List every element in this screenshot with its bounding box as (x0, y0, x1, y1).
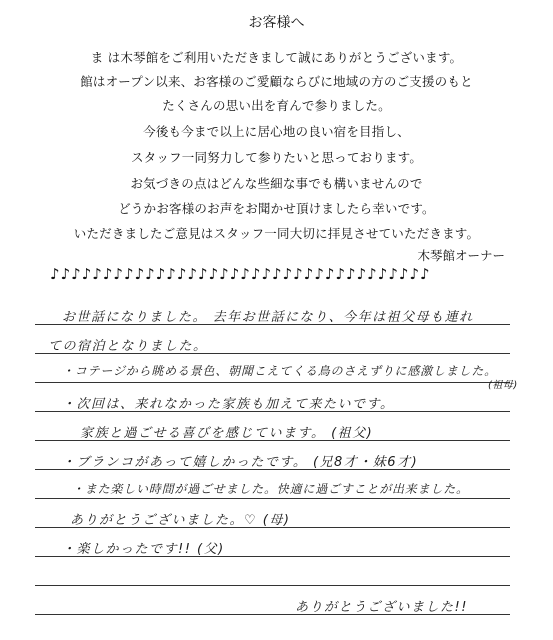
message-line-4: 今後も今まで以上に居心地の良い宿を目指し、 (143, 124, 410, 139)
handwritten-line-7: ・また楽しい時間が過ごせました。快適に過ごすことが出来ました。 (72, 482, 469, 496)
message-line-7: どうかお客様のお声をお聞かせ頂けましたら幸いです。 (118, 201, 435, 216)
message-line-8: いただきましたご意見はスタッフ一同大切に拝見させていただきます。 (73, 226, 480, 241)
owner-signature: 木琴館オーナー (417, 248, 505, 263)
handwritten-line-9: ・楽しかったです!! (父) (62, 542, 225, 557)
ruled-line (35, 585, 510, 586)
handwritten-line-5: 家族と過ごせる喜びを感じています。 (祖父) (80, 426, 374, 441)
message-line-2: 館はオープン以来、お客様のご愛顧ならびに地域の方のご支援のもと (80, 74, 473, 89)
handwritten-line-4: ・次回は、来れなかった家族も加えて来たいです。 (62, 397, 395, 412)
message-line-6: お気づきの点はどんな些細な事でも構いませんので (130, 176, 423, 191)
handwritten-line-3-author: (祖母) (488, 380, 518, 391)
message-line-5: スタッフ一同努力して参りたいと思っております。 (130, 150, 423, 165)
handwritten-line-1: お世話になりました。 去年お世話になり、今年は祖父母も連れ (62, 310, 474, 325)
handwritten-closing: ありがとうございました!! (295, 600, 468, 615)
ruled-line (35, 382, 510, 383)
music-notes-divider: ♪♪♪♪♪♪♪♪♪♪♪♪♪♪♪♪♪♪♪♪♪♪♪♪♪♪♪♪♪♪♪♪♪♪♪♪ (50, 265, 431, 283)
handwritten-line-2: ての宿泊となりました。 (48, 339, 208, 354)
handwritten-line-8: ありがとうございました。♡ (母) (70, 513, 291, 528)
handwritten-line-3: ・コテージから眺める景色、朝聞こえてくる鳥のさえずりに感激しました。 (62, 364, 497, 378)
message-line-3: たくさんの思い出を育んで参りました。 (162, 98, 391, 113)
ruled-line (35, 498, 510, 499)
page-title: お客様へ (248, 15, 305, 31)
handwritten-line-6: ・ブランコがあって嬉しかったです。 (兄8才・妹6才) (62, 455, 419, 470)
message-line-1: ま は木琴館をご利用いただきまして誠にありがとうございます。 (90, 50, 463, 65)
